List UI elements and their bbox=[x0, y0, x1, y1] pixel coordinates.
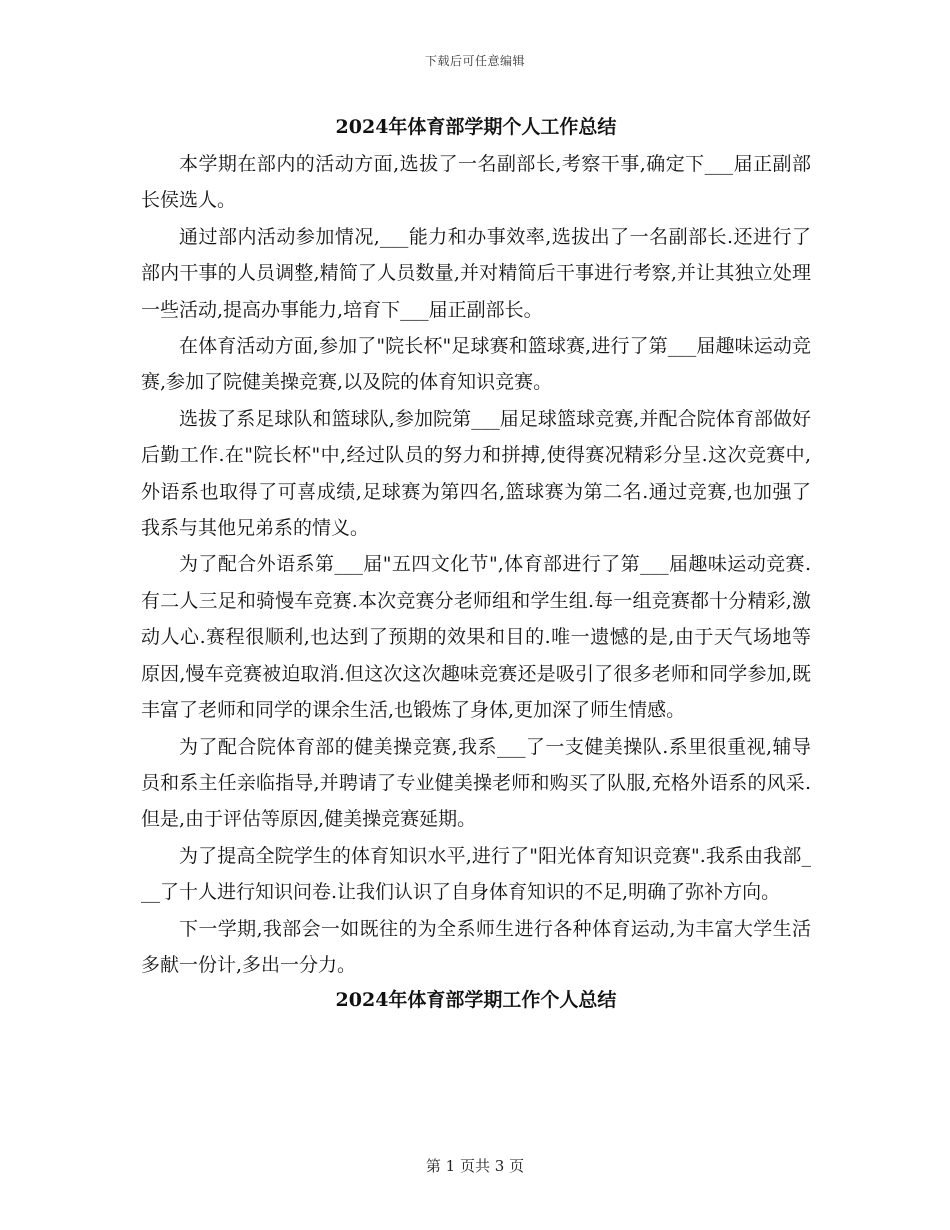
second-document-title: 2024年体育部学期工作个人总结 bbox=[335, 989, 617, 1012]
page-number: 第 1 页共 3 页 bbox=[425, 1157, 525, 1175]
paragraph-8: 下一学期,我部会一如既往的为全系师生进行各种体育运动,为丰富大学生活多献一份计,多出一分力。 bbox=[141, 917, 811, 976]
paragraph-6: 为了配合院体育部的健美操竞赛,我系___了一支健美操队.系里很重视,辅导员和系主任亲临指导,并聘请了专业健美操老师和购买了队服,充格外语系的风采.但是,由于评估等原因,健美操竞赛延期。 bbox=[141, 735, 811, 831]
page-header-note: 下载后可任意编辑 bbox=[424, 54, 525, 68]
paragraph-5: 为了配合外语系第___届"五四文化节",体育部进行了第___届趣味运动竞赛.有二人三足和骑慢车竞赛.本次竞赛分老师组和学生组.每一组竞赛都十分精彩,激动人心.赛程很顺利,也达到了预期的效果和目的.唯一遗憾的是,由于天气场地等原因,慢车竞赛被迫取消.但这次这次趣味竞赛还是吸引了很多老师和同学参加,既丰富了老师和同学的课余生活,也锻炼了身体,更加深了师生情感。 bbox=[141, 553, 811, 722]
document-body bbox=[141, 112, 811, 1019]
paragraph-4: 选拔了系足球队和篮球队,参加院第___届足球篮球竞赛,并配合院体育部做好后勤工作.在"院长杯"中,经过队员的努力和拼搏,使得赛况精彩分呈.这次竞赛中,外语系也取得了可喜成绩,足球赛为第四名,篮球赛为第二名.通过竞赛,也加强了我系与其他兄弟系的情义。 bbox=[141, 407, 811, 540]
paragraph-7: 为了提高全院学生的体育知识水平,进行了"阳光体育知识竞赛".我系由我部___了十人进行知识问卷.让我们认识了自身体育知识的不足,明确了弥补方向。 bbox=[141, 844, 811, 904]
paragraph-3: 在体育活动方面,参加了"院长杯"足球赛和篮球赛,进行了第___届趣味运动竞赛,参加了院健美操竞赛,以及院的体育知识竞赛。 bbox=[141, 335, 811, 394]
paragraph-2: 通过部内活动参加情况,___能力和办事效率,选拔出了一名副部长.还进行了部内干事的人员调整,精简了人员数量,并对精简后干事进行考察,并让其独立处理一些活动,提高办事能力,培育下___届正副部长。 bbox=[141, 225, 811, 321]
document-title: 2024年体育部学期个人工作总结 bbox=[335, 116, 617, 138]
paragraph-1: 本学期在部内的活动方面,选拔了一名副部长,考察干事,确定下___届正副部长侯选人。 bbox=[141, 153, 811, 212]
